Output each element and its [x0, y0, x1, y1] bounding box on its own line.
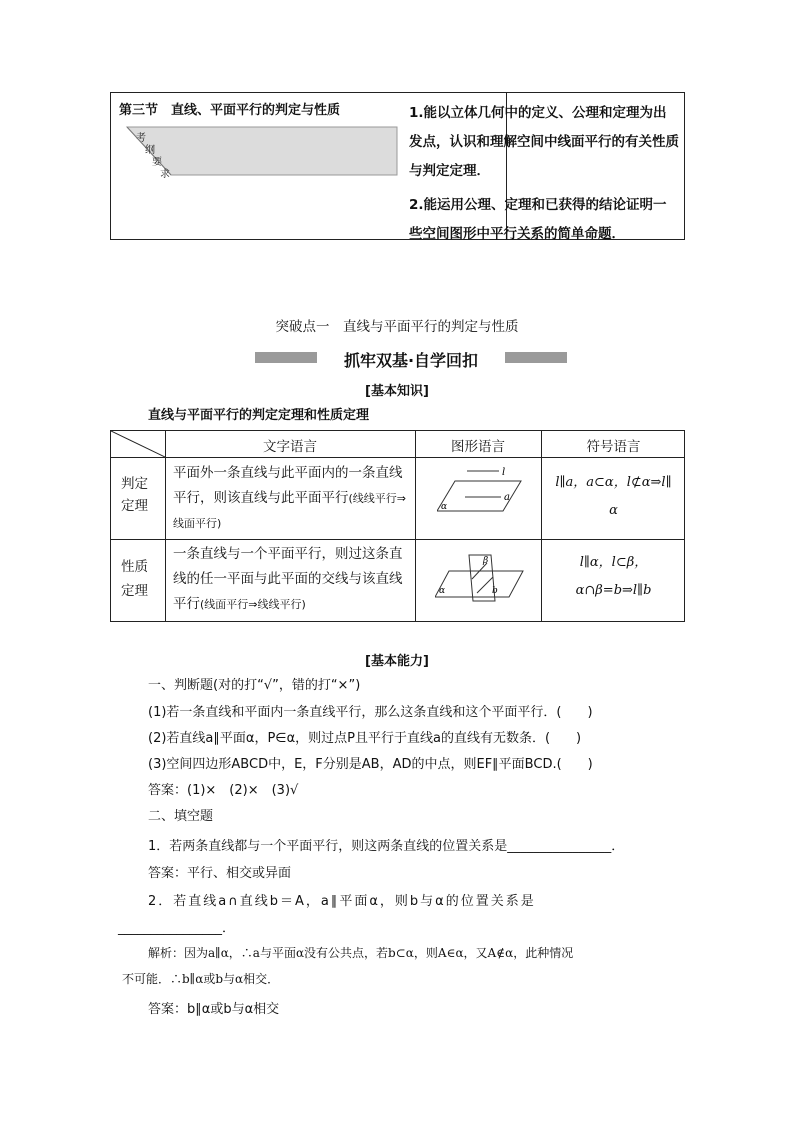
- row-label-property: [121, 555, 148, 603]
- row-line: [111, 539, 684, 540]
- answer-3: 答案：b∥α或b与α相交: [148, 1002, 280, 1017]
- banner-text: 抓牢双基·自学回扣: [343, 351, 479, 370]
- banner: [255, 348, 567, 368]
- requirements: [409, 99, 679, 249]
- fill-question-1: 1．若两条直线都与一个平面平行，则这两条直线的位置关系是________________．: [148, 839, 625, 854]
- fig-label-alpha: α: [439, 586, 446, 596]
- theorem-table: [110, 430, 685, 622]
- header-figure-language: 图形语言: [451, 439, 505, 455]
- header-symbol-language: 符号语言: [586, 439, 641, 455]
- requirement-2: 2.能运用公理、定理和已获得的结论证明一些空间图形中平行关系的简单命题．: [409, 197, 667, 242]
- basic-knowledge-heading: [基本知识]: [365, 384, 429, 399]
- part1-title: 一、判断题(对的打“√”，错的打“×”): [148, 678, 361, 693]
- answer-1: 答案：(1)× (2)× (3)√: [148, 783, 299, 798]
- figure-plane-intersection: [435, 549, 525, 603]
- basic-ability-heading: [基本能力]: [365, 654, 429, 669]
- exam-label-char: 纲: [145, 145, 155, 156]
- exam-label-char: 考: [136, 133, 146, 144]
- fill-question-2: 2．若直线a∩直线b＝A，a∥平面α，则b与α的位置关系是: [148, 894, 536, 909]
- row-label-judgment: [121, 473, 148, 517]
- question-3: (3)空间四边形ABCD中，E，F分别是AB，AD的中点，则EF∥平面BCD.( ): [148, 757, 593, 772]
- row-text-judgment: [173, 461, 409, 536]
- symbol-line: l∥a，a⊂α，l⊄α⇒l∥: [555, 475, 672, 490]
- banner-bar-left: [255, 352, 317, 363]
- theorem-text: 一条直线与一个平面平行，则过这条直线的任一平面与此平面的交线与该直线平行: [173, 546, 403, 612]
- row-label-line: 定理: [121, 498, 148, 514]
- exam-label-char: 要: [152, 157, 162, 168]
- question-2: (2)若直线a∥平面α，P∈α，则过点P且平行于直线a的直线有无数条．( ): [148, 731, 582, 746]
- exam-label-char: 求: [160, 169, 170, 180]
- fig-label-l: l: [502, 467, 506, 478]
- fig-label-a: a: [504, 492, 510, 503]
- col-line: [415, 431, 416, 621]
- symbol-line: l∥α，l⊂β，: [579, 555, 648, 570]
- part2-title: 二、填空题: [148, 809, 214, 824]
- table-caption: 直线与平面平行的判定定理和性质定理: [148, 408, 370, 423]
- fig-label-beta: β: [483, 556, 489, 566]
- section-title: 第三节 直线、平面平行的判定与性质: [119, 103, 341, 118]
- objectives-table: [110, 92, 685, 240]
- row-label-line: 性质: [121, 559, 148, 575]
- theorem-text: 平面外一条直线与此平面内的一条直线平行，则该直线与此平面平行: [173, 465, 403, 506]
- answer-2: 答案：平行、相交或异面: [148, 866, 292, 881]
- banner-bar-right: [505, 352, 567, 363]
- figure-line-plane-parallel: [437, 467, 523, 519]
- requirement-1: 1.能以立体几何中的定义、公理和定理为出发点，认识和理解空间中线面平行的有关性质与判定定理．: [409, 105, 679, 179]
- col-line: [165, 431, 166, 621]
- corner-diagonal: [111, 431, 165, 457]
- symbol-line: α∩β=b⇒l∥b: [575, 583, 652, 598]
- fig-label-b: b: [492, 586, 498, 596]
- solution-line-2: 不可能．∴b∥α或b与α相交．: [122, 972, 280, 986]
- part-title: 突破点一 直线与平面平行的判定与性质: [275, 319, 519, 335]
- symbol-line: α: [609, 503, 618, 518]
- row-label-line: 定理: [121, 583, 148, 599]
- question-1: (1)若一条直线和平面内一条直线平行，那么这条直线和这个平面平行．( ): [148, 705, 593, 720]
- fig-label-alpha: α: [441, 502, 448, 512]
- solution-line-1: 解析：因为a∥α，∴a与平面α没有公共点，若b⊂α，则A∈α，又A∉α，此种情况: [148, 946, 574, 960]
- header-text-language: 文字语言: [263, 439, 317, 455]
- row-symbol-property: [541, 549, 686, 605]
- fill-question-2-blank: ________________．: [118, 921, 236, 936]
- row-line: [111, 457, 684, 458]
- row-text-property: [173, 542, 409, 617]
- theorem-note: (线面平行⇒线线平行): [200, 598, 306, 611]
- theorem-note: (线线平行⇒线面平行): [173, 492, 407, 530]
- row-label-line: 判定: [121, 476, 148, 492]
- row-symbol-judgment: [541, 469, 686, 525]
